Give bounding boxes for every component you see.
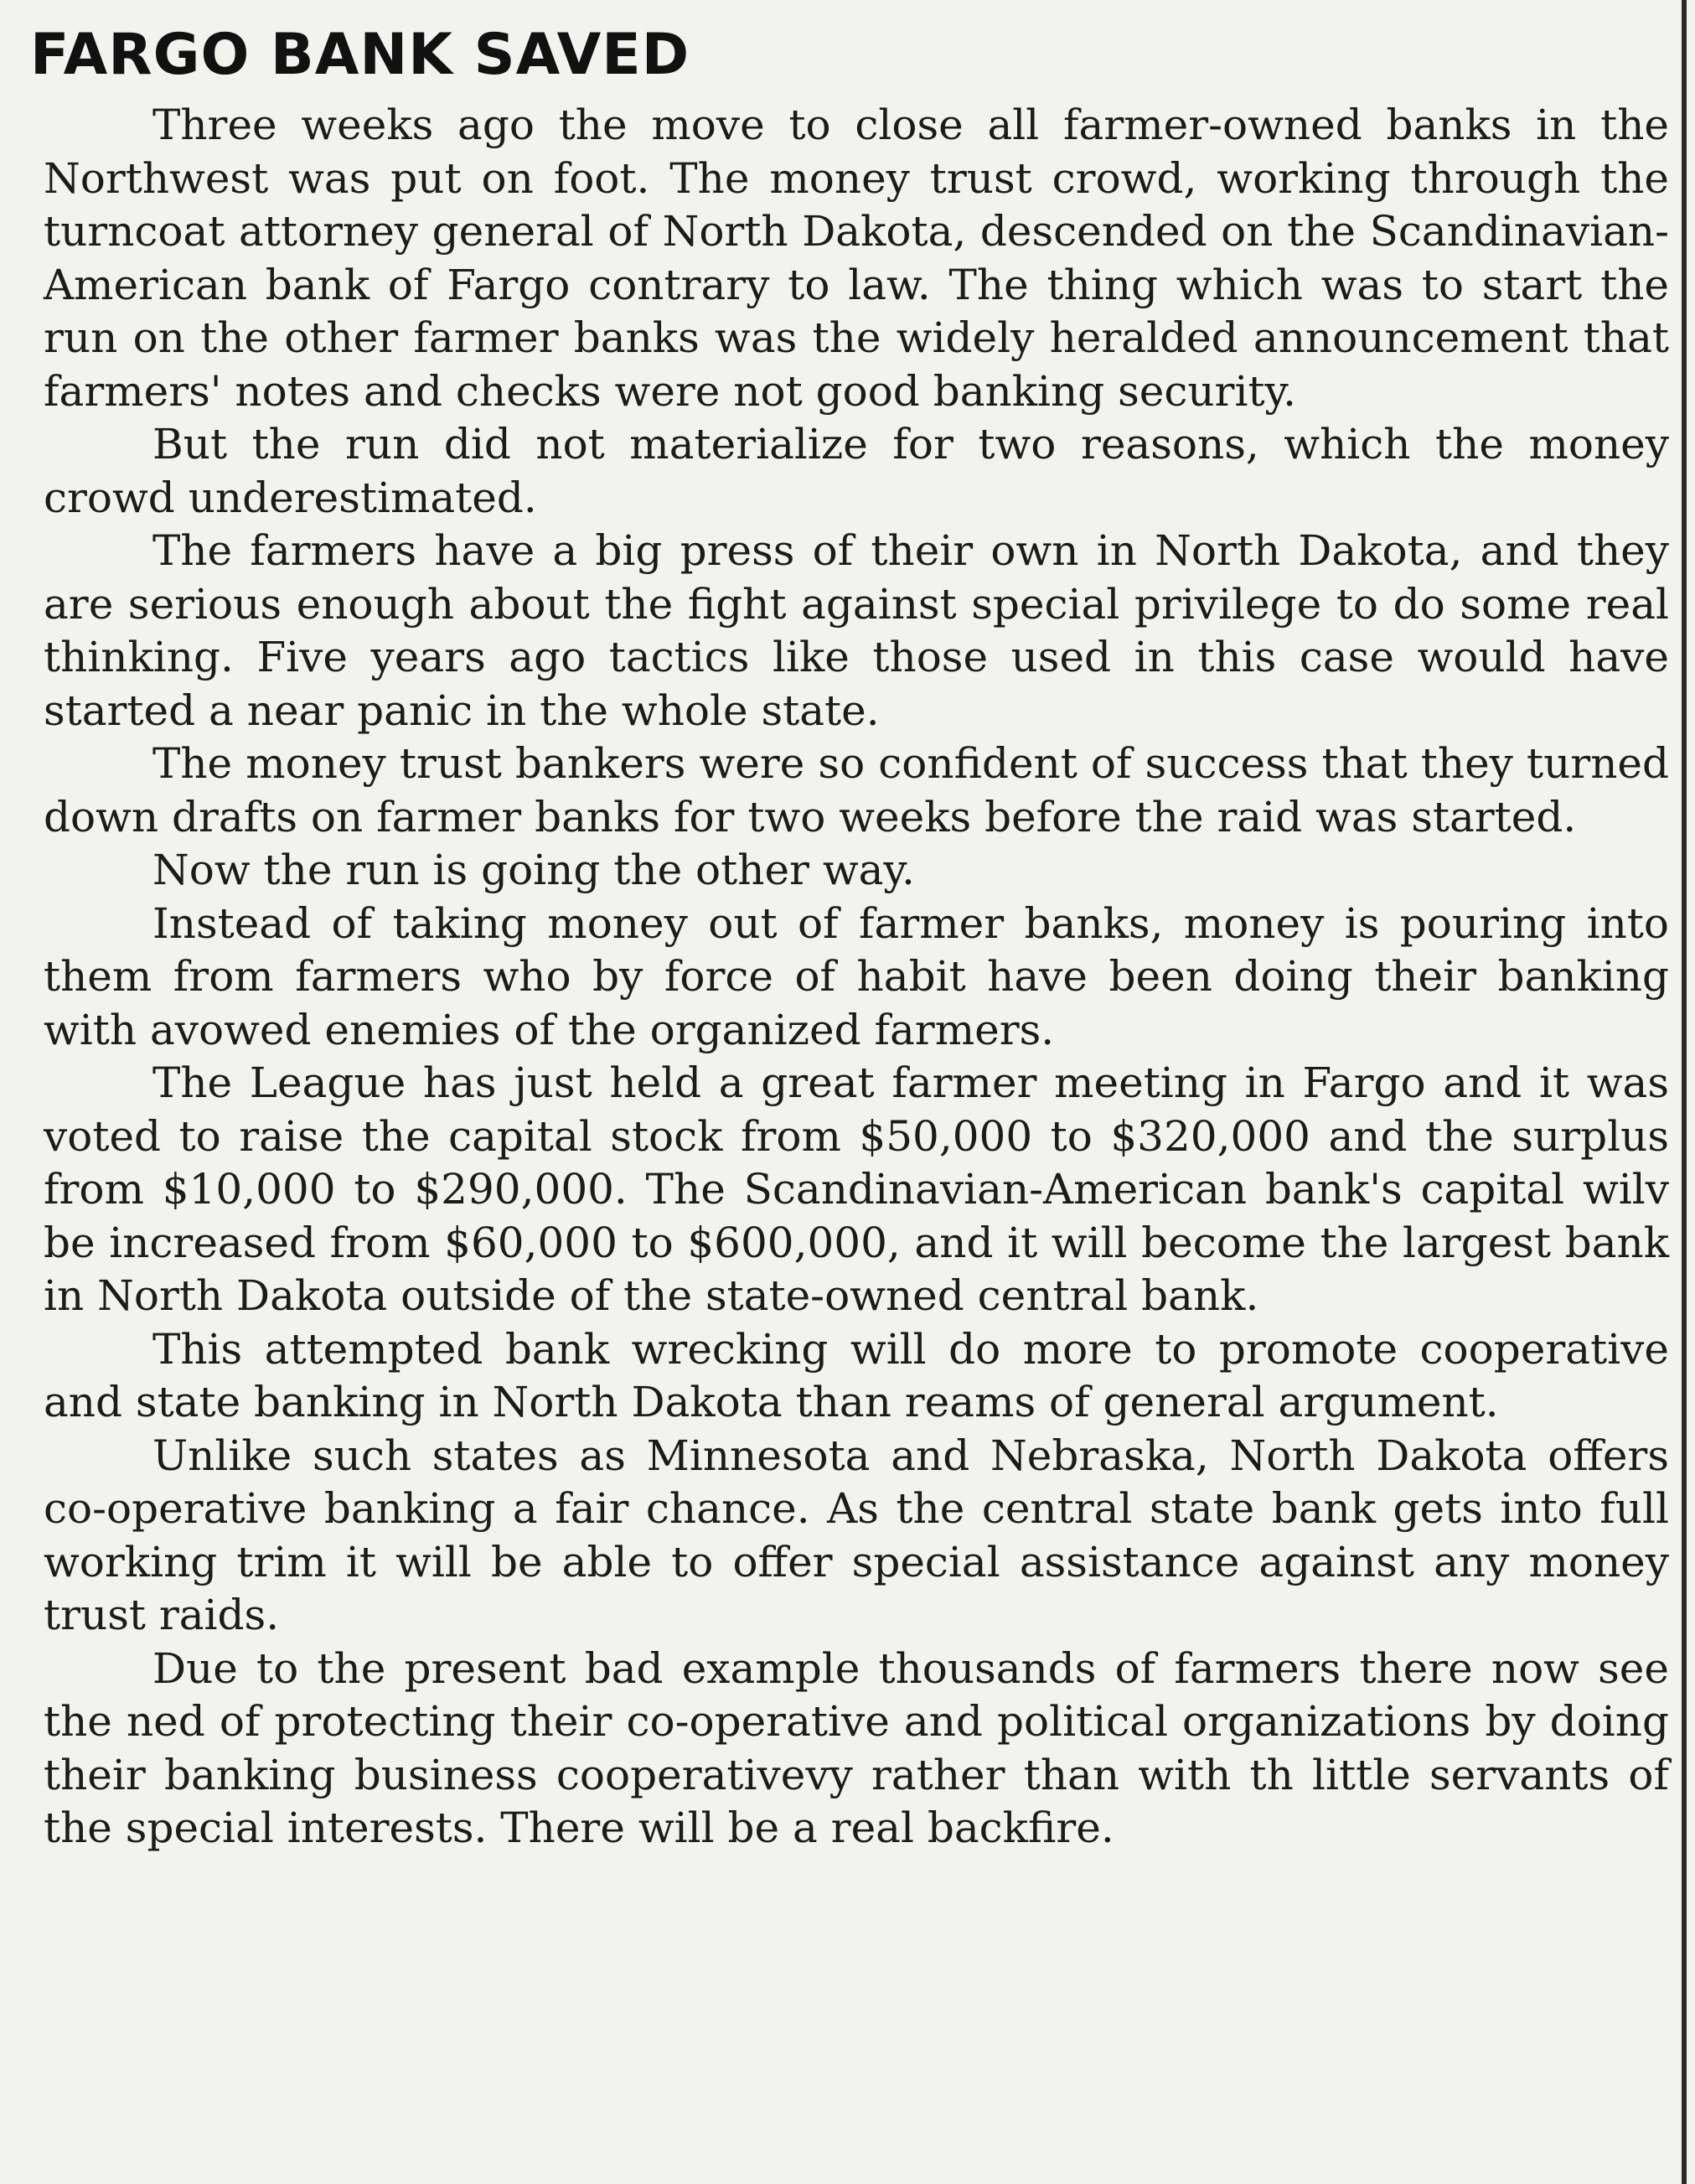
paragraph-4: The money trust bankers were so confident of success that they turned down drafts on farmer banks for two weeks before the raid was started.	[44, 739, 1669, 841]
headline: FARGO BANK SAVED	[30, 22, 690, 88]
article-body	[44, 99, 1669, 1855]
paragraph-3: The farmers have a big press of their own in North Dakota, and they are serious enough about the fight against special privilege to do some real thinking. Five years ago tactics like those used in this case would have started a near panic in the whole state.	[44, 526, 1669, 735]
column-rule	[1682, 0, 1687, 2184]
paragraph-9: Unlike such states as Minnesota and Nebraska, North Dakota offers co-operative banking a fair chance. As the central state bank gets into full working trim it will be able to offer special assistance against any money trust raids.	[44, 1431, 1669, 1639]
paragraph-8: This attempted bank wrecking will do more to promote cooperative and state banking in North Dakota than reams of general argument.	[44, 1324, 1669, 1426]
paragraph-1: Three weeks ago the move to close all farmer-owned banks in the Northwest was put on foot. The money trust crowd, working through the turncoat attorney general of North Dakota, descended on the Scandinavian-American bank of Fargo contrary to law. The thing which was to start the run on the other farmer banks was the widely heralded announcement that farmers' notes and checks were not good banking security.	[44, 101, 1669, 416]
paragraph-2: But the run did not materialize for two reasons, which the money crowd underestimated.	[44, 420, 1669, 522]
paragraph-7: The League has just held a great farmer meeting in Fargo and it was voted to raise the capital stock from $50,000 to $320,000 and the surplus from $10,000 to $290,000. The Scandinavian-American bank's capital wilv be increased from $60,000 to $600,000, and it will become the largest bank in North Dakota outside of the state-owned central bank.	[44, 1058, 1669, 1320]
paragraph-5: Now the run is going the other way.	[152, 846, 915, 894]
paragraph-10: Due to the present bad example thousands of farmers there now see the ned of protecting their co-operative and political organizations by doing their banking business cooperativevy rather than with th little servants of the special interests. There will be a real backfire.	[44, 1643, 1669, 1852]
paragraph-6: Instead of taking money out of farmer banks, money is pouring into them from farmers who by force of habit have been doing their banking with avowed enemies of the organized farmers.	[44, 898, 1669, 1054]
